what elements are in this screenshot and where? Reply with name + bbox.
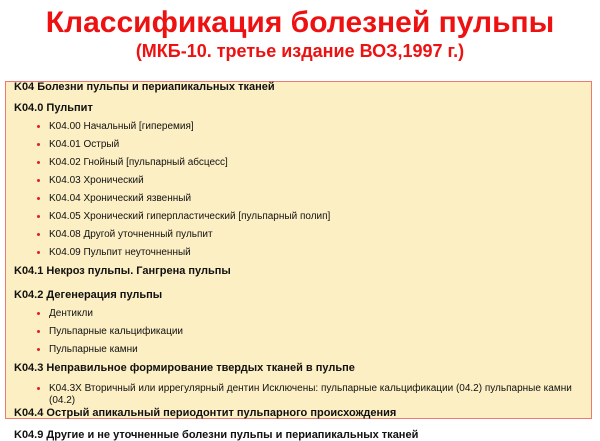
heading-k04-4: K04.4 Острый апикальный периодонтит пульпарного происхождения: [14, 407, 397, 419]
heading-k04: K04 Болезни пульпы и периапикальных тканей: [14, 81, 275, 93]
heading-k04-9: K04.9 Другие и не уточненные болезни пульпы и периапикальных тканей: [14, 429, 419, 441]
list-item: Пульпарные камни: [49, 344, 138, 355]
list-item: K04.05 Хронический гиперпластический [пульпарный полип]: [49, 211, 331, 222]
list-item: K04.09 Пульпит неуточненный: [49, 247, 191, 258]
list-item-k04-3x: K04.3X Вторичный или иррегулярный дентин Исключены: пульпарные кальцификации (04.2) пульпарные камни (04.2): [49, 383, 589, 407]
list-item: Пульпарные кальцификации: [49, 326, 183, 337]
heading-k04-1: K04.1 Некроз пульпы. Гангрена пульпы: [14, 265, 231, 277]
list-item: K04.03 Хронический: [49, 175, 144, 186]
heading-k04-3: K04.3 Неправильное формирование твердых тканей в пульпе: [14, 362, 355, 374]
list-item: K04.01 Острый: [49, 139, 120, 150]
list-item: K04.08 Другой уточненный пульпит: [49, 229, 213, 240]
classification-box: [5, 81, 592, 441]
page-title: Классификация болезней пульпы: [45, 6, 555, 39]
list-item: Дентикли: [49, 308, 93, 319]
heading-k04-2: K04.2 Дегенерация пульпы: [14, 289, 163, 301]
page-subtitle: (МКБ-10. третье издание ВОЗ,1997 г.): [135, 41, 465, 61]
heading-k04-0: K04.0 Пульпит: [14, 102, 93, 114]
list-item: K04.04 Хронический язвенный: [49, 193, 192, 204]
list-item: K04.02 Гнойный [пульпарный абсцесс]: [49, 157, 228, 168]
list-item: K04.00 Начальный [гиперемия]: [49, 121, 194, 132]
